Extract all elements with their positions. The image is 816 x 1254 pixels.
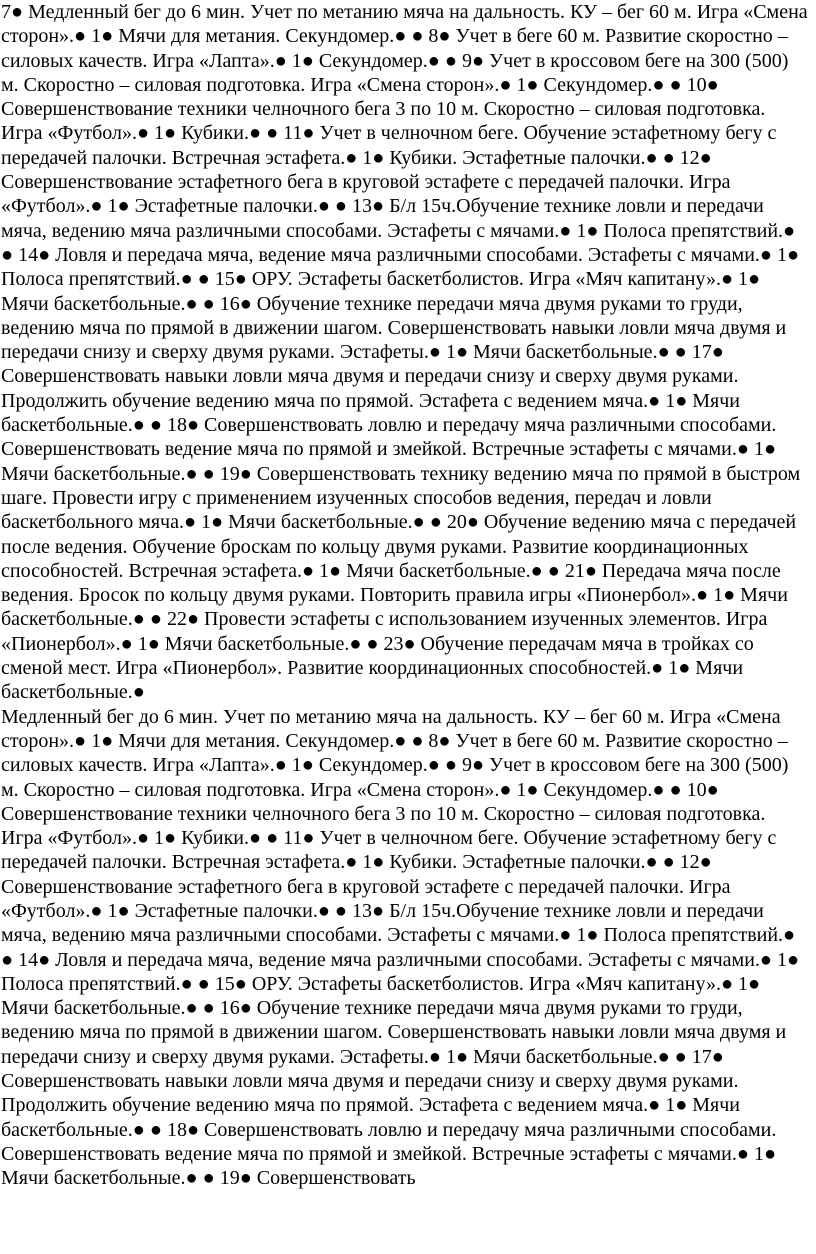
lesson-plan-paragraph-1: 7● Медленный бег до 6 мин. Учет по метанию мяча на дальность. КУ – бег 60 м. Игра «Смена сторон».● 1● Мячи для метания. Секундомер.● ● 8● Учет в беге 60 м. Развитие скоростно – силовых качеств. Игра «Лапта».● 1● Секундомер.● ● 9● Учет в кроссовом беге на 300 (500) м. Скоростно – силовая подготовка. Игра «Смена сторон».● 1● Секундомер.● ● 10● Совершенствование техники челночного бега 3 по 10 м. Скоростно – силовая подготовка. Игра «Футбол».● 1● Кубики.● ● 11● Учет в челночном беге. Обучение эстафетному бегу с передачей палочки. Встречная эстафета.● 1● Кубики. Эстафетные палочки.● ● 12● Совершенствование эстафетного бега в круговой эстафете с передачей палочки. Игра «Футбол».● 1● Эстафетные палочки.● ● 13● Б/л 15ч.Обучение технике ловли и передачи мяча, ведению мяча различными способами. Эстафеты с мячами.● 1● Полоса препятствий.● ● 14● Ловля и передача мяча, ведение мяча различными способами. Эстафеты с мячами.● 1● Полоса препятствий.● ● 15● ОРУ. Эстафеты баскетболистов. Игра «Мяч капитану».● 1● Мячи баскетбольные.● ● 16● Обучение технике передачи мяча двумя руками то груди, ведению мяча по прямой в движении шагом. Совершенствовать навыки ловли мяча двумя и передачи снизу и сверху двумя руками. Эстафеты.● 1● Мячи баскетбольные.● ● 17● Совершенствовать навыки ловли мяча двумя и передачи снизу и сверху двумя руками. Продолжить обучение ведению мяча по прямой. Эстафета с ведением мяча.● 1● Мячи баскетбольные.● ● 18● Совершенствовать ловлю и передачу мяча различными способами. Совершенствовать ведение мяча по прямой и змейкой. Встречные эстафеты с мячами.● 1● Мячи баскетбольные.● ● 19● Совершенствовать технику ведению мяча по прямой в быстром шаге. Провести игру с применением изученных способов ведения, передач и ловли баскетбольного мяча.● 1● Мячи баскетбольные.● ● 20● Обучение ведению мяча с передачей после ведения. Обучение броскам по кольцу двумя руками. Развитие координационных способностей. Встречная эстафета.● 1● Мячи баскетбольные.● ● 21● Передача мяча после ведения. Бросок по кольцу двумя руками. Повторить правила игры «Пионербол».● 1● Мячи баскетбольные.● ● 22● Провести эстафеты с использованием изученных элементов. Игра «Пионербол».● 1● Мячи баскетбольные.● ● 23● Обучение передачам мяча в тройках со сменой мест. Игра «Пионербол». Развитие координационных способностей.● 1● Мячи баскетбольные.● (1, 1, 808, 704)
lesson-plan-paragraph-2: Медленный бег до 6 мин. Учет по метанию мяча на дальность. КУ – бег 60 м. Игра «Смена сторон».● 1● Мячи для метания. Секундомер.● ● 8● Учет в беге 60 м. Развитие скоростно – силовых качеств. Игра «Лапта».● 1● Секундомер.● ● 9● Учет в кроссовом беге на 300 (500) м. Скоростно – силовая подготовка. Игра «Смена сторон».● 1● Секундомер.● ● 10● Совершенствование техники челночного бега 3 по 10 м. Скоростно – силовая подготовка. Игра «Футбол».● 1● Кубики.● ● 11● Учет в челночном беге. Обучение эстафетному бегу с передачей палочки. Встречная эстафета.● 1● Кубики. Эстафетные палочки.● ● 12● Совершенствование эстафетного бега в круговой эстафете с передачей палочки. Игра «Футбол».● 1● Эстафетные палочки.● ● 13● Б/л 15ч.Обучение технике ловли и передачи мяча, ведению мяча различными способами. Эстафеты с мячами.● 1● Полоса препятствий.● ● 14● Ловля и передача мяча, ведение мяча различными способами. Эстафеты с мячами.● 1● Полоса препятствий.● ● 15● ОРУ. Эстафеты баскетболистов. Игра «Мяч капитану».● 1● Мячи баскетбольные.● ● 16● Обучение технике передачи мяча двумя руками то груди, ведению мяча по прямой в движении шагом. Совершенствовать навыки ловли мяча двумя и передачи снизу и сверху двумя руками. Эстафеты.● 1● Мячи баскетбольные.● ● 17● Совершенствовать навыки ловли мяча двумя и передачи снизу и сверху двумя руками. Продолжить обучение ведению мяча по прямой. Эстафета с ведением мяча.● 1● Мячи баскетбольные.● ● 18● Совершенствовать ловлю и передачу мяча различными способами. Совершенствовать ведение мяча по прямой и змейкой. Встречные эстафеты с мячами.● 1● Мячи баскетбольные.● ● 19● Совершенствовать (1, 705, 800, 1190)
